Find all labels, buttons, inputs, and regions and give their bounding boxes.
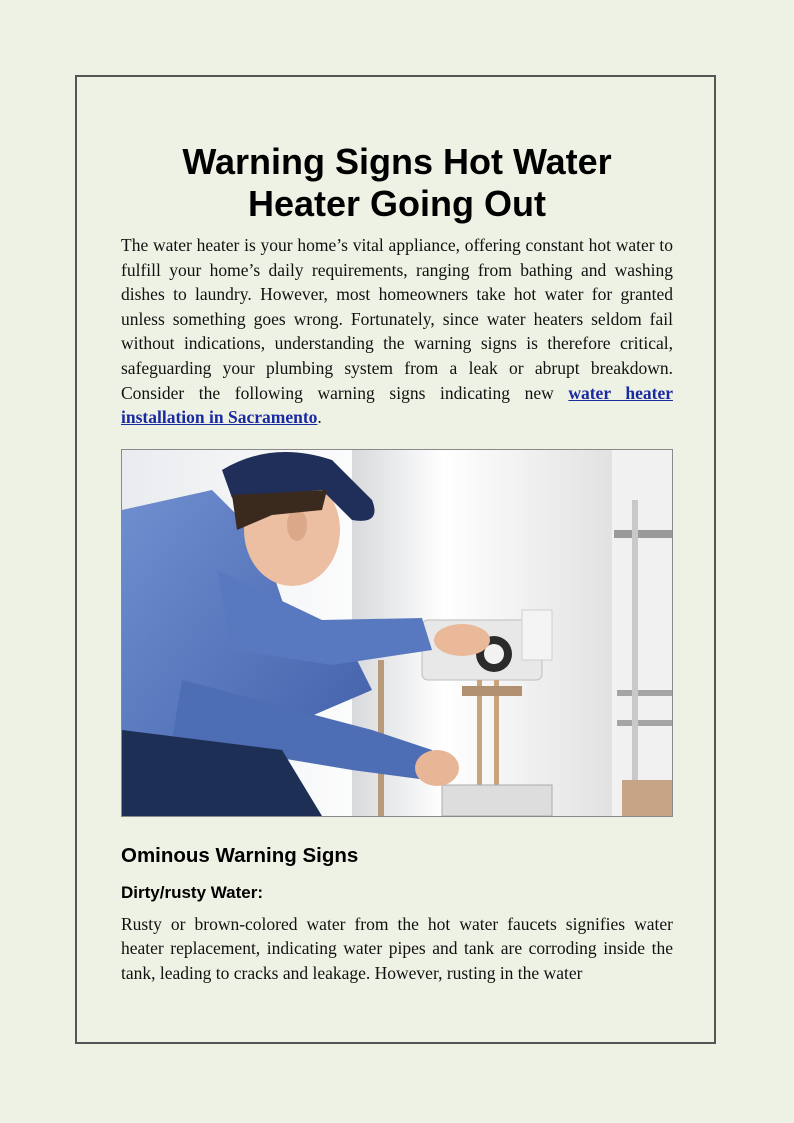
intro-text: The water heater is your home’s vital appliance, offering constant hot water to fulfill your home’s daily requirements, ranging from bathing and washing dishes to laundry. However, most homeowners take hot water for granted unless something goes wrong. Fortunately, since water heaters seldom fail without indications, understanding the warning signs is therefore critical, safeguarding your plumbing system from a leak or abrupt breakdown. Consider the following warning signs indicating new xyxy=(121,235,673,403)
subsection-paragraph: Rusty or brown-colored water from the hot water faucets signifies water heater replacement, indicating water pipes and tank are corroding inside the tank, leading to cracks and leakage. However, rusting in the water xyxy=(121,913,673,983)
plumber-water-heater-image xyxy=(121,449,673,817)
title-line-1: Warning Signs Hot Water xyxy=(182,141,612,182)
document-content xyxy=(121,141,673,986)
water-heater-installation-link[interactable]: water heater installation in Sacramento xyxy=(121,382,673,428)
subsection-heading: Dirty/rusty Water: xyxy=(121,882,264,902)
section-heading: Ominous Warning Signs xyxy=(121,843,359,867)
intro-paragraph xyxy=(121,233,673,430)
intro-end: . xyxy=(317,407,322,428)
plumber-water-heater-illustration xyxy=(122,450,672,816)
title-line-2: Heater Going Out xyxy=(247,183,547,224)
page-title xyxy=(121,141,673,225)
page-frame xyxy=(75,75,716,1044)
